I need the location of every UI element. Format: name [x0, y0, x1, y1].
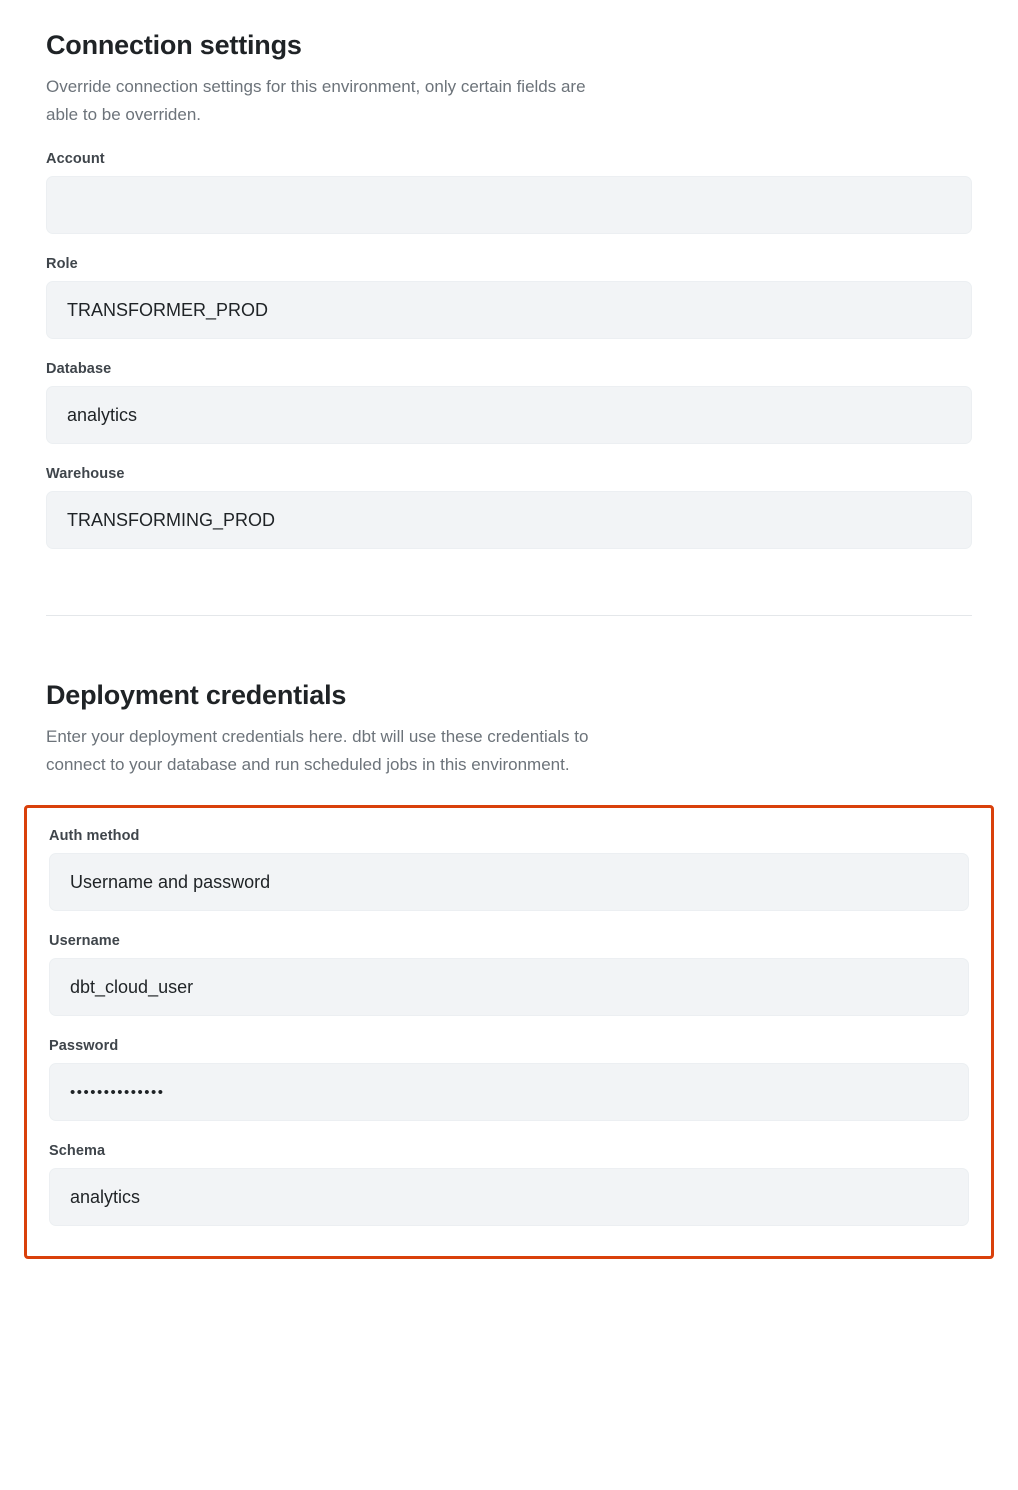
field-role-label: Role: [46, 256, 78, 272]
field-schema: [49, 1143, 969, 1226]
field-database: [46, 361, 972, 444]
field-account: [46, 151, 972, 234]
connection-settings-description: Override connection settings for this environment, only certain fields are able to be overriden.: [46, 77, 586, 124]
warehouse-input[interactable]: TRANSFORMING_PROD: [46, 491, 972, 549]
field-warehouse-label: Warehouse: [46, 466, 125, 482]
auth-method-select[interactable]: Username and password: [49, 853, 969, 911]
password-input[interactable]: ••••••••••••••: [49, 1063, 969, 1121]
field-warehouse: [46, 466, 972, 549]
deployment-credentials-section: [0, 680, 1018, 779]
schema-input[interactable]: analytics: [49, 1168, 969, 1226]
role-input[interactable]: TRANSFORMER_PROD: [46, 281, 972, 339]
database-input[interactable]: analytics: [46, 386, 972, 444]
connection-settings-section: [0, 0, 1018, 549]
field-username-label: Username: [49, 933, 120, 949]
deployment-credentials-description: Enter your deployment credentials here. dbt will use these credentials to connect to your database and run scheduled jobs in this environment.: [46, 727, 589, 774]
field-username: [49, 933, 969, 1016]
field-auth-method: [49, 828, 969, 911]
field-schema-label: Schema: [49, 1143, 106, 1159]
field-password-label: Password: [49, 1038, 119, 1054]
section-divider: [46, 615, 972, 616]
connection-settings-title: Connection settings: [46, 30, 302, 60]
field-password: [49, 1038, 969, 1121]
field-account-label: Account: [46, 151, 105, 167]
field-database-label: Database: [46, 361, 112, 377]
field-auth-method-label: Auth method: [49, 828, 140, 844]
username-input[interactable]: dbt_cloud_user: [49, 958, 969, 1016]
account-input[interactable]: [46, 176, 972, 234]
section-divider-wrap: [0, 615, 1018, 616]
field-role: [46, 256, 972, 339]
deployment-credentials-highlight-box: [24, 805, 994, 1259]
deployment-credentials-title: Deployment credentials: [46, 680, 347, 710]
